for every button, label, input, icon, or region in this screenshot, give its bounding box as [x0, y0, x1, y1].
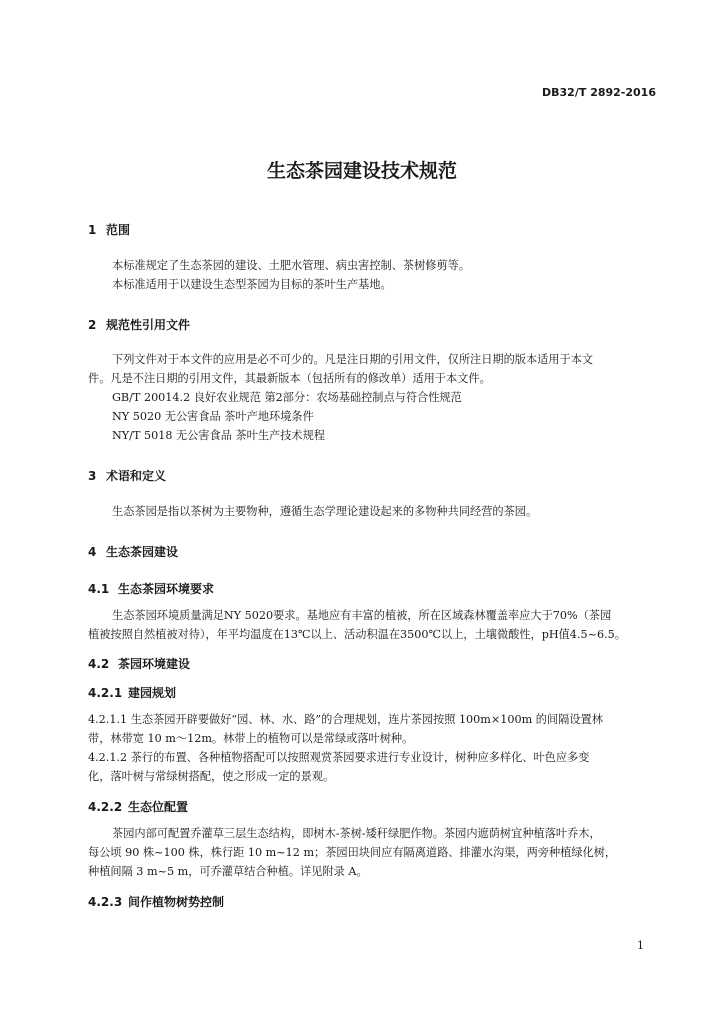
section-number: 4.2: [88, 657, 110, 671]
subsection-heading-4-2-1: [88, 684, 176, 701]
paragraph: 种植间隔 3 m~5 m，可乔灌草结合种植。详见附录 A。: [88, 865, 368, 878]
section-number: 4.2.3: [88, 895, 123, 909]
paragraph: 带，林带宽 10 m～12m。林带上的植物可以是常绿或落叶树种。: [88, 732, 414, 745]
reference-item: NY 5020 无公害食品 茶叶产地环境条件: [112, 410, 314, 423]
paragraph: 植被按照自然植被对待），年平均温度在13℃以上、活动积温在3500℃以上，土壤微酸性，pH值4.5~6.5。: [88, 628, 626, 641]
reference-item: GB/T 20014.2 良好农业规范 第2部分：农场基础控制点与符合性规范: [112, 391, 462, 404]
reference-item: NY/T 5018 无公害食品 茶叶生产技术规程: [112, 429, 325, 442]
paragraph: 生态茶园环境质量满足NY 5020要求。基地应有丰富的植被，所在区域森林覆盖率应大于70%（茶园: [112, 609, 612, 622]
subsection-heading-4-2: [88, 655, 190, 672]
section-title: 生态位配置: [128, 800, 189, 814]
section-title: 术语和定义: [106, 469, 167, 483]
page-title: 生态茶园建设技术规范: [266, 160, 457, 182]
section-title: 茶园环境建设: [118, 657, 191, 671]
section-heading-3: [88, 467, 166, 484]
paragraph: 本标准规定了生态茶园的建设、土肥水管理、病虫害控制、茶树修剪等。: [112, 259, 471, 272]
paragraph: 下列文件对于本文件的应用是必不可少的。凡是注日期的引用文件，仅所注日期的版本适用于本文: [112, 353, 594, 366]
section-number: 3: [88, 469, 97, 483]
paragraph: 4.2.1.1 生态茶园开辟要做好“园、林、水、路”的合理规划，连片茶园按照 100m×100m 的间隔设置林: [88, 713, 603, 726]
paragraph: 本标准适用于以建设生态型茶园为目标的茶叶生产基地。: [112, 278, 392, 291]
subsection-heading-4-1: [88, 580, 214, 597]
paragraph: 件。凡是不注日期的引用文件，其最新版本（包括所有的修改单）适用于本文件。: [88, 372, 491, 385]
paragraph: 生态茶园是指以茶树为主要物种，遵循生态学理论建设起来的多物种共同经营的茶园。: [112, 505, 538, 518]
section-title: 生态茶园环境要求: [118, 582, 215, 596]
subsection-heading-4-2-2: [88, 798, 188, 815]
paragraph: 化，落叶树与常绿树搭配，使之形成一定的景观。: [88, 770, 335, 783]
section-number: 4: [88, 545, 97, 559]
paragraph: 4.2.1.2 茶行的布置、各种植物搭配可以按照观赏茶园要求进行专业设计，树种应多样化、叶色应多变: [88, 751, 590, 764]
section-heading-2: [88, 316, 190, 333]
section-title: 建园规划: [128, 686, 177, 700]
section-heading-1: [88, 221, 130, 238]
section-title: 生态茶园建设: [106, 545, 179, 559]
section-title: 范围: [106, 223, 131, 237]
section-number: 2: [88, 318, 97, 332]
document-number: DB32/T 2892-2016: [542, 86, 656, 99]
paragraph: 每公顷 90 株~100 株，株行距 10 m~12 m；茶园田块间应有隔离道路、排灌水沟渠，两旁种植绿化树，: [88, 846, 617, 859]
paragraph: 茶园内部可配置乔灌草三层生态结构，即树木-茶树-矮秆绿肥作物。茶园内遮荫树宜种植落叶乔木，: [112, 827, 601, 840]
section-number: 1: [88, 223, 97, 237]
section-number: 4.1: [88, 582, 110, 596]
section-number: 4.2.2: [88, 800, 123, 814]
section-number: 4.2.1: [88, 686, 123, 700]
subsection-heading-4-2-3: [88, 893, 224, 910]
section-title: 规范性引用文件: [106, 318, 191, 332]
section-heading-4: [88, 543, 178, 560]
section-title: 间作植物树势控制: [128, 895, 225, 909]
page-number: 1: [637, 939, 644, 952]
